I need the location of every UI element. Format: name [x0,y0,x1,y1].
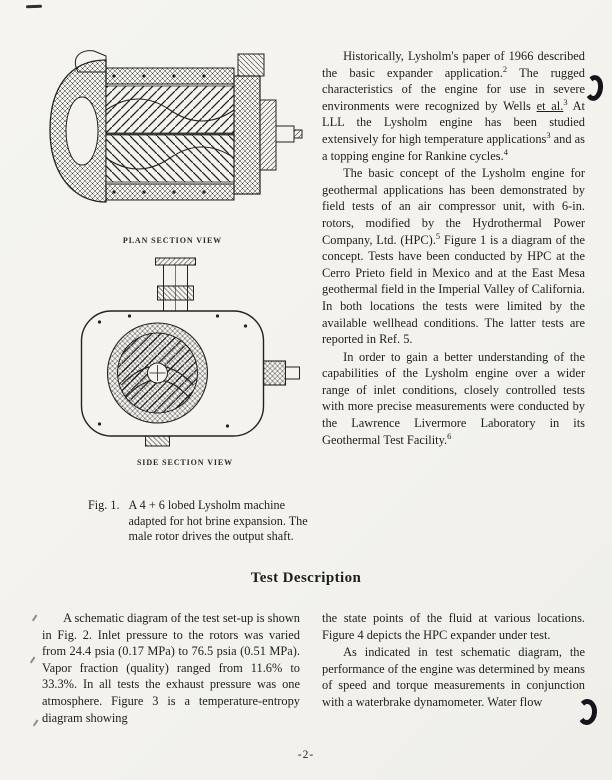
lysholm-plan-drawing-icon [40,46,305,231]
paragraph: Historically, Lysholm's paper of 1966 described the basic expander application.$^2$ The rugged characteristics of the engine for use in severe environments were recognized by Wells et al.$^3$ At LLL the Lysholm engine has been studied extensively for high temperature applications$^3$ and as a topping engine for Rankine cycles.$^4$ [322,49,585,163]
bottom-left-column [42,610,300,727]
paragraph: A schematic diagram of the test set-up is shown in Fig. 2. Inlet pressure to the rotors was varied from 24.4 psia (0.17 MPa) to 76.5 psia (0.51 MPa). Vapor fraction (quality) ranged from 11.6% to 33.3%. In all tests the exhaust pressure was one atmosphere. Figure 3 is a temperature-entropy diagram showing [42,611,300,725]
figure-caption [88,498,310,545]
paragraph: In order to gain a better understanding of the capabilities of the Lysholm engine over a wider range of inlet conditions, closely controlled tests with more precise measurements were conducted by the Lawrence Livermore Laboratory in its Geothermal Test Facility.$^6$ [322,349,585,447]
caption-label: Fig. 1. [88,498,120,512]
plan-section-label: PLAN SECTION VIEW [122,236,223,245]
margin-tick [33,719,38,726]
paragraph: the state points of the fluid at various locations. Figure 4 depicts the HPC expander under test. [322,611,585,642]
side-section-figure [66,256,304,456]
side-section-label: SIDE SECTION VIEW [136,458,234,467]
scan-artifact-corner-dash [26,5,42,9]
plan-section-figure [40,46,305,234]
caption-text: A 4 + 6 lobed Lysholm machine adapted for hot brine expansion. The male rotor drives the output shaft. [128,498,308,544]
bottom-right-column [322,610,585,712]
paragraph: As indicated in test schematic diagram, the performance of the engine was determined by means of speed and torque measurements in conjunction with a waterbrake dynamometer. Water flow [322,645,585,709]
section-heading: Test Description [250,570,362,586]
right-column [322,48,585,449]
margin-tick [30,656,35,663]
lysholm-side-drawing-icon [66,256,304,456]
page-number: -2- [297,749,315,761]
scan-artifact-top-right [583,74,604,102]
margin-tick [32,614,37,621]
paragraph: The basic concept of the Lysholm engine for geothermal applications has been demonstrated by field tests of an air compressor unit, with 6-in. rotors, modified by the Hydrothermal Power Company, Ltd. (HPC).$^5$ Figure 1 is a diagram of the concept. Tests have been conducted by HPC at the Cerro Prieto field in Mexico and at the East Mesa geothermal field in the Imperial Valley of California. In both locations the tests were limited by the available wellhead conditions. The latter tests are reported in Ref. 5. [322,166,585,347]
